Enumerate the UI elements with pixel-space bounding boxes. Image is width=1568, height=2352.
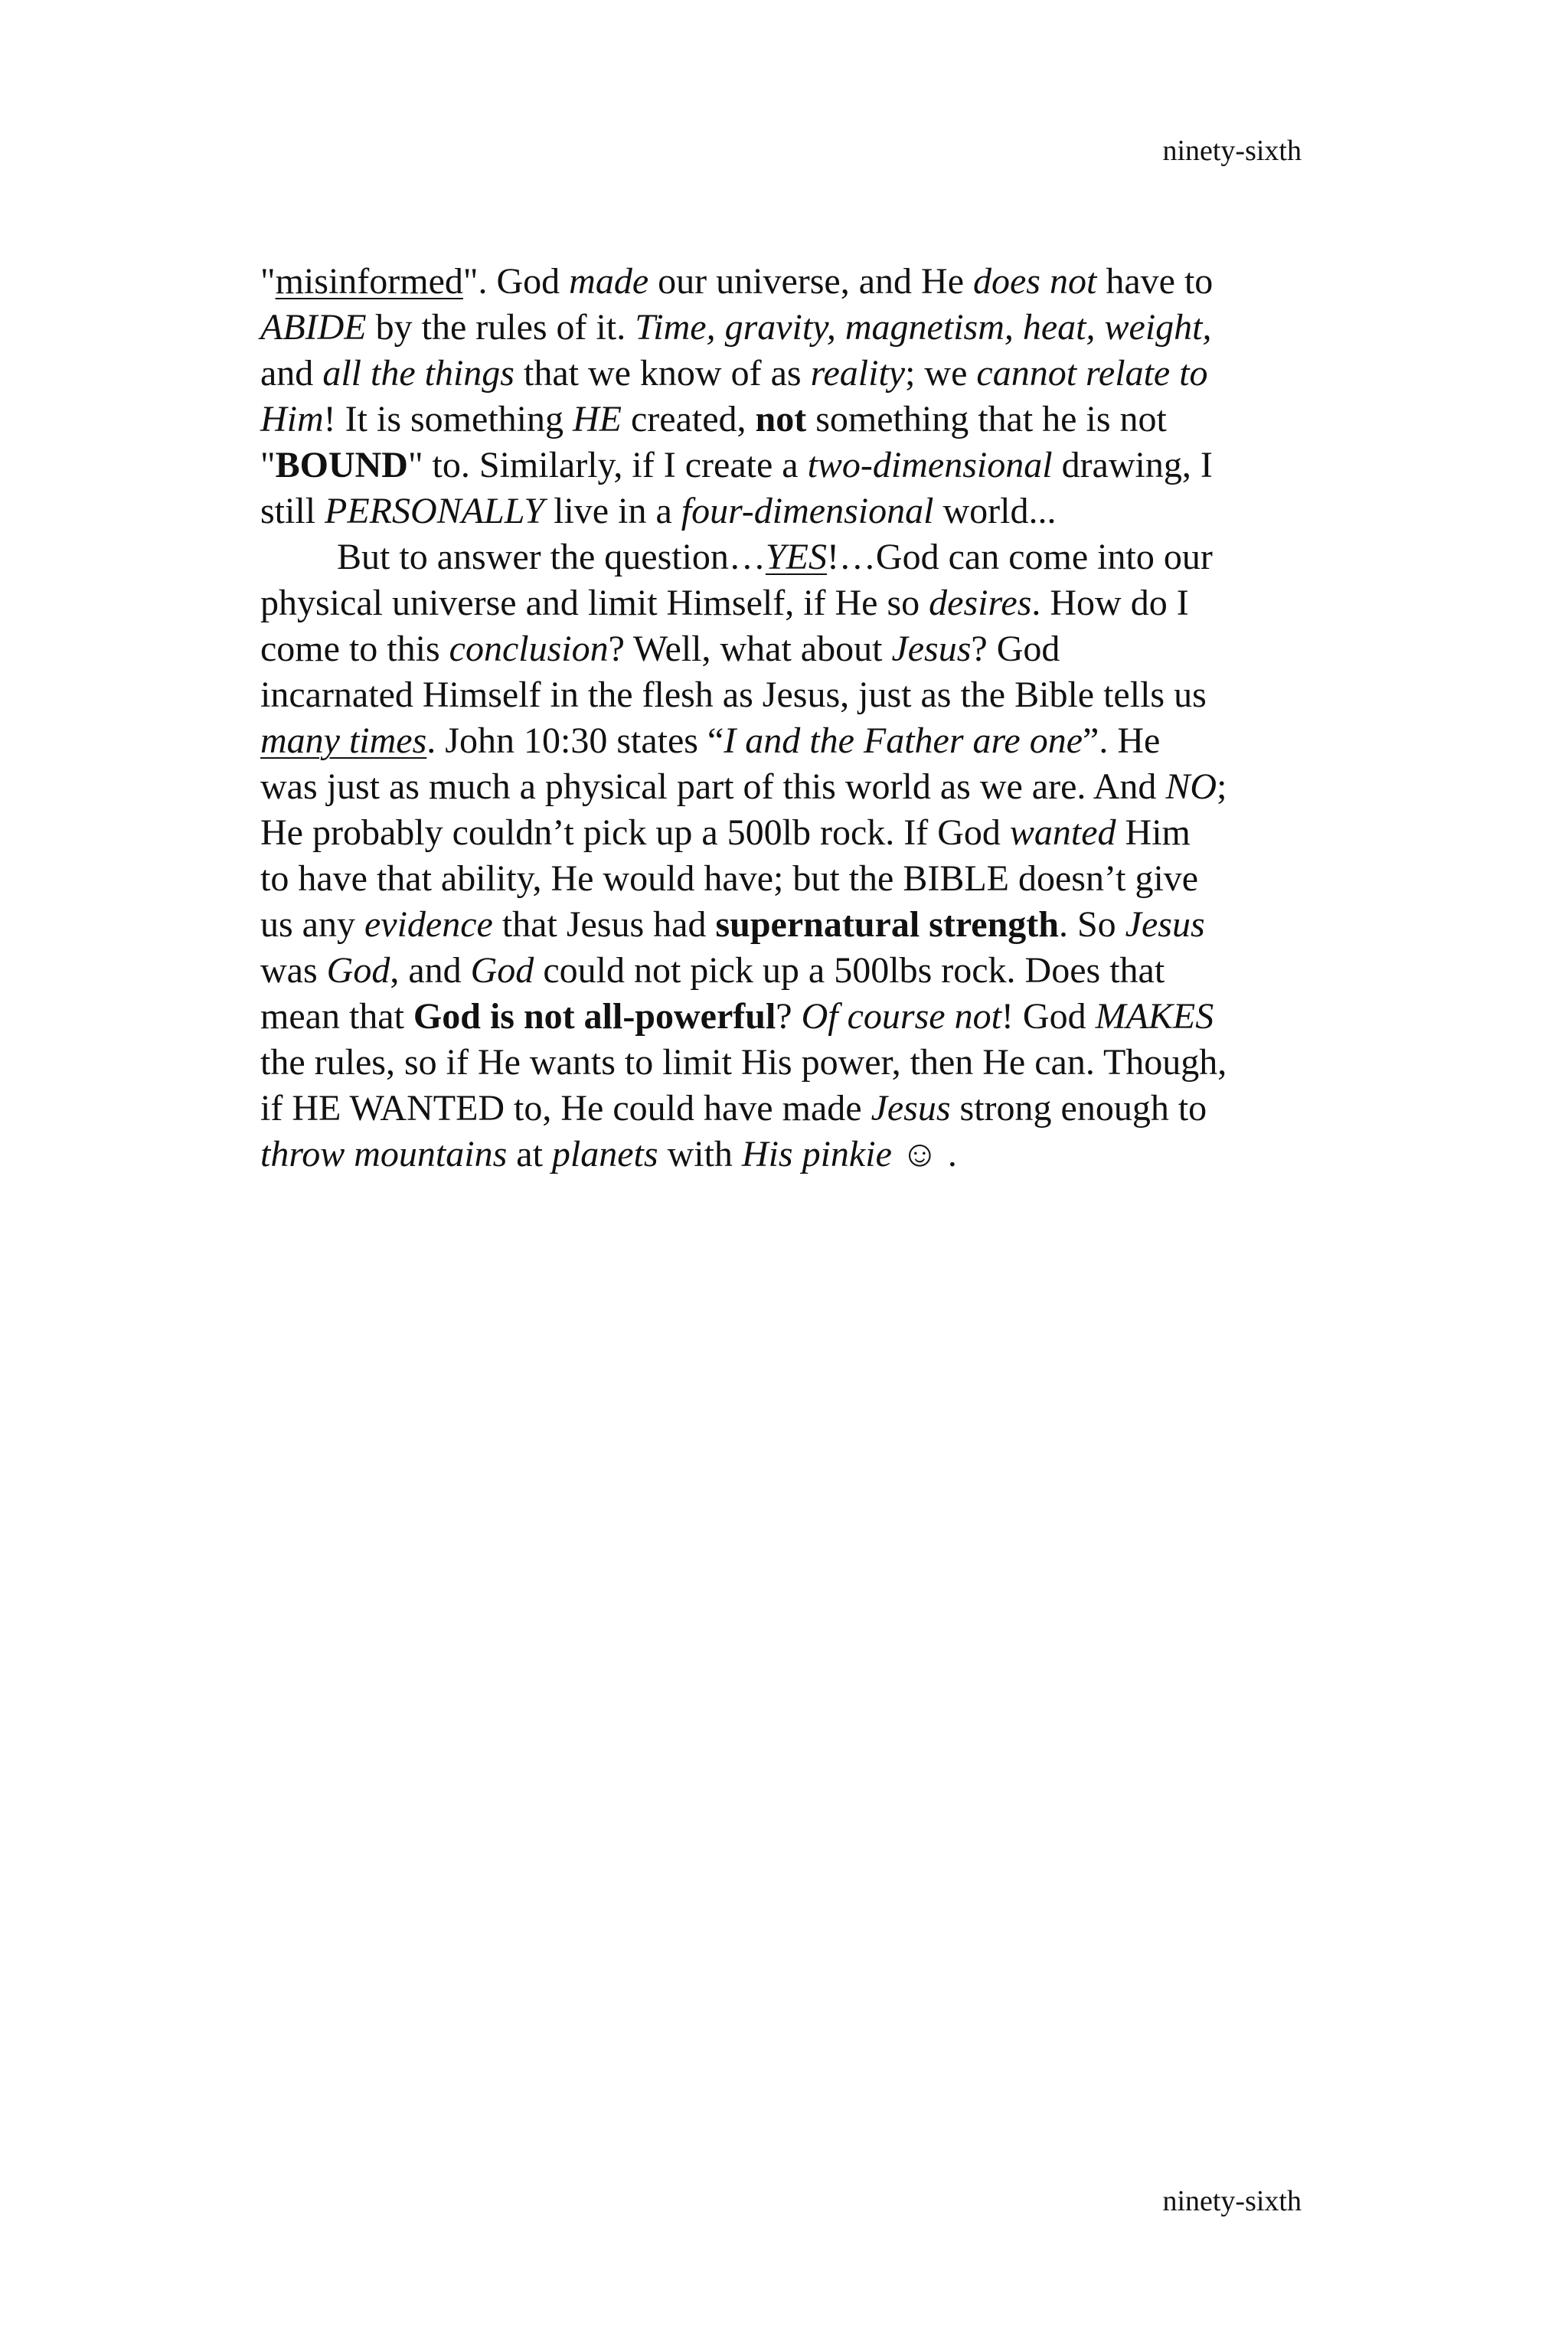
text-run: by the rules of it. [366, 307, 635, 348]
text-run: does not [973, 261, 1097, 302]
text-line [260, 672, 1311, 718]
text-run: the rules, so if He wants to limit His power, then He can. Though, [260, 1042, 1227, 1083]
text-run: planets [551, 1134, 658, 1174]
text-run: come to this [260, 629, 449, 669]
text-run: !…God can come into our [826, 537, 1213, 577]
text-run: God [470, 950, 534, 991]
text-run: misinformed [275, 261, 463, 302]
text-run: us any [260, 904, 364, 945]
text-run: was just as much a physical part of this world as we are. And [260, 766, 1166, 807]
text-run: cannot relate to [976, 353, 1208, 394]
text-run: could not pick up a 500lbs rock. Does that [534, 950, 1165, 991]
text-run: . How do I [1031, 583, 1189, 623]
text-run: HE [572, 399, 622, 439]
text-run: ? [776, 996, 802, 1037]
text-run: BOUND [275, 445, 408, 485]
text-run: all the things [322, 353, 514, 394]
text-run: and [260, 353, 323, 394]
text-run: made [569, 261, 649, 302]
text-run: , and [390, 950, 471, 991]
text-run: incarnated Himself in the flesh as Jesus, just as the Bible tells us [260, 675, 1207, 715]
text-line [260, 994, 1311, 1040]
text-run: PERSONALLY [325, 491, 545, 531]
text-run: ; [1217, 766, 1227, 807]
text-run: still [260, 491, 325, 531]
text-line [260, 1040, 1311, 1086]
text-run: NO [1165, 766, 1217, 807]
text-run: four-dimensional [681, 491, 934, 531]
text-run: to have that ability, He would have; but the BIBLE doesn’t give [260, 858, 1199, 899]
text-run: ? God [971, 629, 1060, 669]
text-line [260, 810, 1311, 856]
text-run: supernatural strength [715, 904, 1059, 945]
text-line [260, 397, 1311, 443]
text-run: strong enough to [950, 1088, 1207, 1129]
text-run: " [260, 445, 276, 485]
text-run: But to answer the question… [337, 537, 766, 577]
text-line [260, 1086, 1311, 1132]
text-run: have to [1096, 261, 1214, 302]
text-run: something that he is not [806, 399, 1167, 439]
text-run: ! God [1001, 996, 1096, 1037]
text-run: Him [260, 399, 324, 439]
text-line [260, 580, 1311, 626]
text-run: God is not all-powerful [413, 996, 776, 1037]
text-run: was [260, 950, 327, 991]
text-line [260, 443, 1311, 488]
text-run: desires [929, 583, 1032, 623]
text-run: physical universe and limit Himself, if He so [260, 583, 929, 623]
text-line [260, 259, 1311, 305]
text-run: not [755, 399, 807, 439]
text-run: that we know of as [514, 353, 811, 394]
text-line [260, 1132, 1311, 1178]
text-line [260, 488, 1311, 534]
text-line [260, 718, 1311, 764]
text-run: Jesus [1125, 904, 1205, 945]
text-line [260, 351, 1311, 397]
text-run: world... [933, 491, 1057, 531]
page-header-label: ninety-sixth [1162, 135, 1302, 167]
text-run: wanted [1009, 812, 1116, 853]
text-run: God [326, 950, 390, 991]
text-line [260, 856, 1311, 902]
text-run: with [658, 1134, 742, 1174]
text-run: throw mountains [260, 1134, 508, 1174]
text-line [260, 902, 1311, 948]
text-run: I and the Father are one [724, 720, 1083, 761]
text-line [260, 305, 1311, 351]
text-run: . John 10:30 states “ [426, 720, 724, 761]
text-line [260, 626, 1311, 672]
text-run: two-dimensional [807, 445, 1053, 485]
text-run: that Jesus had [492, 904, 716, 945]
text-run: our universe, and He [648, 261, 973, 302]
text-run: evidence [364, 904, 493, 945]
text-line [260, 764, 1311, 810]
text-run: YES [765, 537, 827, 577]
text-run: conclusion [449, 629, 609, 669]
text-run: if HE WANTED to, He could have made [260, 1088, 871, 1129]
text-run: created, [621, 399, 756, 439]
text-run: at [507, 1134, 552, 1174]
text-run: ? Well, what about [608, 629, 892, 669]
text-run: Him [1116, 812, 1191, 853]
text-run: ”. He [1083, 720, 1161, 761]
text-run: drawing, I [1052, 445, 1213, 485]
text-run: His pinkie [741, 1134, 892, 1174]
text-run: ☺ . [891, 1134, 957, 1174]
page-footer-label: ninety-sixth [1162, 2185, 1302, 2217]
text-run: reality [810, 353, 906, 394]
text-run: live in a [544, 491, 681, 531]
text-run: mean that [260, 996, 413, 1037]
text-run: Of course not [801, 996, 1001, 1037]
text-run: Jesus [871, 1088, 951, 1129]
text-run: " to. Similarly, if I create a [407, 445, 808, 485]
body-text [260, 259, 1311, 1178]
text-run: many times [260, 720, 427, 761]
text-line [260, 534, 1311, 580]
text-line [260, 948, 1311, 994]
text-run: ABIDE [260, 307, 367, 348]
text-run: ! It is something [323, 399, 573, 439]
text-run: Time, gravity, magnetism, heat, weight, [635, 307, 1212, 348]
text-run: ; we [905, 353, 977, 394]
text-run: ". God [462, 261, 570, 302]
text-run: MAKES [1095, 996, 1214, 1037]
text-run: Jesus [891, 629, 972, 669]
text-run: " [260, 261, 276, 302]
text-run: He probably couldn’t pick up a 500lb rock. If God [260, 812, 1010, 853]
text-run: . So [1058, 904, 1125, 945]
